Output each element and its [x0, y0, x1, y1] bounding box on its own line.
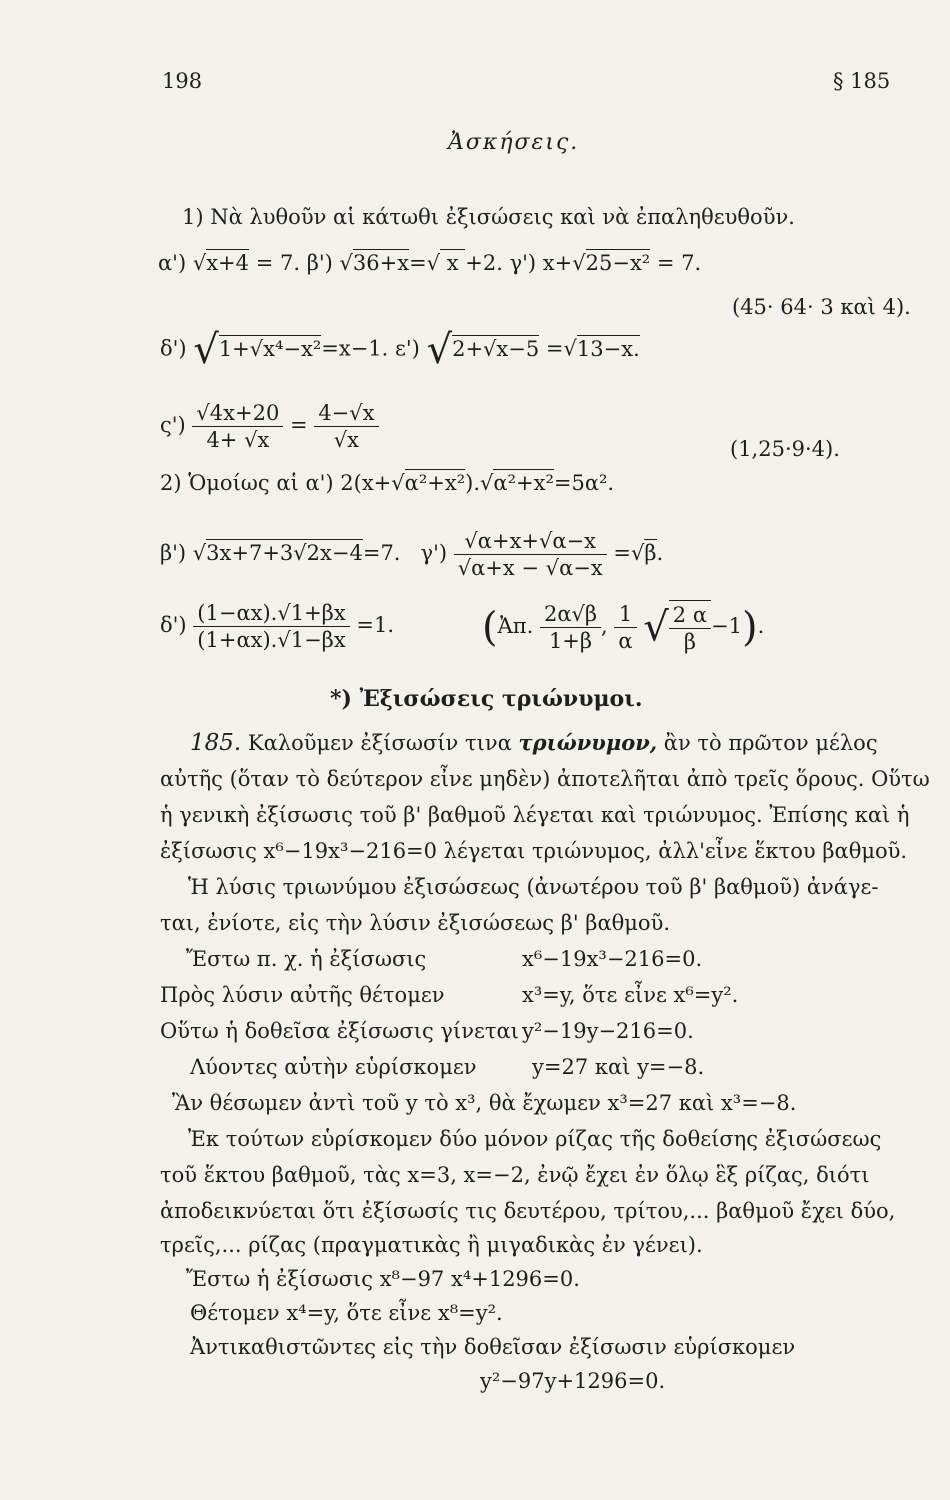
eq-f-numerator-2: 4−√x: [314, 400, 378, 427]
eq-a-label: α'): [158, 251, 187, 275]
answer-fraction-2: [614, 601, 636, 654]
eq-f-fraction-1: [192, 400, 283, 453]
exercise-1-line-abc: α') √x+4 = 7. β') √36+x=√ x +2. γ') x+√25−x² = 7.: [158, 251, 702, 275]
eq-d-label: δ'): [160, 336, 187, 361]
eq-b-rhs: +2.: [465, 251, 503, 275]
back-substitution: Ἂν θέσωμεν ἀντὶ τοῦ y τὸ x³, θὰ ἔχωμεν x³=27 καὶ x³=−8.: [172, 1091, 797, 1115]
answer-prefix: Ἀπ.: [497, 614, 534, 638]
eq2d-rhs: =1.: [356, 613, 394, 637]
eq2c-rhs-pre: =: [613, 541, 631, 565]
eq-e-label: ε'): [395, 336, 420, 361]
substitution-equation: x³=y, ὅτε εἶνε x⁶=y².: [522, 983, 739, 1007]
example-1-equation: x⁶−19x³−216=0.: [522, 947, 703, 971]
section-number: § 185: [833, 69, 891, 93]
answer-numerator-1: 2α√β: [540, 601, 601, 628]
eq-f-fraction-2: [314, 400, 378, 453]
eq-c-label: γ') x+: [509, 251, 573, 275]
answer-radical-denominator: β: [683, 630, 696, 654]
roots-line-3: ἀποδεικνύεται ὅτι ἐξίσωσίς τις δευτέρου, τρίτου,... βαθμοῦ ἔχει δύο,: [160, 1199, 896, 1223]
eq2b-rhs: =7.: [362, 541, 401, 565]
exercise-2-dot: ).: [465, 471, 481, 495]
eq-d-rhs: =x−1.: [321, 336, 389, 361]
eq-c-rhs: = 7.: [656, 251, 702, 275]
reference-1: (45· 64· 3 καὶ 4).: [732, 295, 911, 319]
exercise-2-line-a: 2) Ὁμοίως αἱ α') 2(x+√α²+x²).√α²+x²=5α².: [160, 471, 615, 495]
exercise-1-line-de: δ') √1+√x⁴−x²=x−1. ε') √2+√x−5 =√13−x.: [160, 327, 640, 373]
answer-radical-numerator: 2 α: [669, 602, 711, 629]
exercise-2-rhs: =5α².: [553, 471, 615, 495]
example-2-replacing: Ἀντικαθιστῶντες εἰς τὴν δοθεῖσαν ἐξίσωσιν εὑρίσκομεν: [190, 1335, 796, 1359]
eq-a-rhs: = 7.: [255, 251, 301, 275]
exercise-2-line-d: [160, 600, 394, 653]
eq2d-fraction: [193, 600, 349, 653]
eq-e-radicand: 2+√x−5: [452, 336, 540, 361]
eq-e-mid: =: [545, 336, 564, 361]
eq2b-label: β'): [160, 541, 187, 565]
transformed-equation: y²−19y−216=0.: [522, 1019, 694, 1043]
eq2c-denominator: √α+x − √α−x: [457, 556, 603, 580]
paragraph-185-line-1: [190, 730, 878, 756]
eq2d-denominator: (1+αx).√1−βx: [197, 628, 346, 652]
paragraph-185-line-3: ἡ γενικὴ ἐξίσωσις τοῦ β' βαθμοῦ λέγεται καὶ τριώνυμος. Ἐπίσης καὶ ἡ: [160, 803, 910, 827]
eq-b-radicand-1: 36+x: [352, 251, 410, 275]
eq2d-numerator: (1−αx).√1+βx: [193, 600, 349, 627]
radical-sign: √: [193, 327, 219, 373]
section-heading: *) Ἐξισώσεις τριώνυμοι.: [330, 686, 643, 712]
answer-fraction-1: [540, 601, 601, 654]
eq2c-label: γ'): [420, 541, 448, 565]
eq2c-rhs-radicand: β: [644, 541, 657, 565]
example-2-result: y²−97y+1296=0.: [480, 1369, 666, 1393]
eq-f-denominator-2: √x: [333, 428, 360, 452]
eq2c-fraction: [454, 528, 607, 581]
solving-result: y=27 καὶ y=−8.: [532, 1055, 705, 1079]
paragraph-number: 185.: [190, 730, 242, 756]
eq2d-label: δ'): [160, 613, 187, 637]
eq-d-radicand: 1+√x⁴−x²: [218, 336, 322, 361]
exercise-1-text: 1) Νὰ λυθοῦν αἱ κάτωθι ἐξισώσεις καὶ νὰ ἐπαληθευθοῦν.: [182, 205, 795, 229]
example-1-statement: Ἔστω π. χ. ἡ ἐξίσωσις: [186, 947, 427, 971]
roots-line-1: Ἐκ τούτων εὑρίσκομεν δύο μόνον ρίζας τῆς δοθείσης ἐξισώσεως: [188, 1127, 882, 1151]
paragraph-185-text-a: Καλοῦμεν ἐξίσωσίν τινα: [241, 731, 519, 755]
eq-c-radicand: 25−x²: [585, 251, 651, 275]
eq-b-label: β'): [306, 251, 333, 275]
answer-box: (Ἀπ. $\frac{2\alpha√\beta}{1+\beta}$ , $\frac{1}{\alpha}$ √ $\frac{2 \alpha}{\beta}$ −1).: [482, 602, 765, 654]
roots-line-4: τρεῖς,... ρίζας (πραγματικὰς ἢ μιγαδικὰς ἐν γένει).: [160, 1233, 703, 1257]
exercise-2-radicand-1: α²+x²: [404, 471, 466, 495]
radical-sign: √: [643, 604, 669, 651]
defined-term: τριώνυμον,: [518, 730, 658, 755]
transformed-text: Οὕτω ἡ δοθεῖσα ἐξίσωσις γίνεται: [160, 1019, 519, 1043]
eq2c-numerator: √α+x+√α−x: [454, 528, 607, 555]
paragraph-185-line-5: Ἡ λύσις τριωνύμου ἐξισώσεως (ἀνωτέρου τοῦ β' βαθμοῦ) ἀνάγε-: [188, 875, 879, 899]
example-2-statement: Ἔστω ἡ ἐξίσωσις x⁸−97 x⁴+1296=0.: [186, 1267, 580, 1291]
eq-a-radicand: x+4: [206, 251, 250, 275]
eq-f-mid: =: [290, 413, 308, 437]
solving-text: Λύοντες αὐτὴν εὑρίσκομεν: [190, 1055, 477, 1079]
answer-comma: ,: [601, 614, 608, 638]
paragraph-185-line-2: αὐτῆς (ὅταν τὸ δεύτερον εἶνε μηδὲν) ἀποτελῆται ἀπὸ τρεῖς ὅρους. Οὕτω: [160, 767, 930, 791]
eq-b-radicand-2: x: [440, 251, 466, 275]
answer-denominator-1: 1+β: [548, 629, 593, 653]
page-number: 198: [162, 69, 203, 93]
right-paren: ): [741, 604, 758, 651]
exercise-2-radicand-2: α²+x²: [493, 471, 554, 495]
answer-numerator-2: 1: [614, 601, 636, 628]
reference-2: (1,25·9·4).: [730, 437, 840, 461]
exercise-2-prefix: 2) Ὁμοίως αἱ α') 2(x+: [160, 471, 392, 495]
eq-b-mid: =: [409, 251, 427, 275]
answer-denominator-2: α: [618, 629, 633, 653]
answer-radical-fraction: [669, 600, 711, 655]
example-2-substitution: Θέτομεν x⁴=y, ὅτε εἶνε x⁸=y².: [190, 1301, 503, 1325]
answer-tail: −1: [711, 614, 742, 638]
eq2c-rhs-post: .: [656, 541, 664, 565]
paragraph-185-line-6: ται, ἐνίοτε, εἰς τὴν λύσιν ἐξισώσεως β' βαθμοῦ.: [160, 911, 671, 935]
paragraph-185-text-b: ἂν τὸ πρῶτον μέλος: [657, 731, 878, 755]
substitution-text: Πρὸς λύσιν αὐτῆς θέτομεν: [160, 983, 445, 1007]
eq-f-label: ς'): [160, 413, 186, 437]
roots-line-2: τοῦ ἕκτου βαθμοῦ, τὰς x=3, x=−2, ἐνῷ ἔχει ἐν ὅλῳ ἓξ ρίζας, διότι: [160, 1163, 870, 1187]
exercises-title: Ἀσκήσεις.: [448, 130, 580, 155]
eq-e-radicand-2: 13−x.: [576, 336, 640, 361]
paragraph-185-line-4: ἐξίσωσις x⁶−19x³−216=0 λέγεται τριώνυμος, ἀλλ'εἶνε ἕκτου βαθμοῦ.: [160, 839, 908, 863]
radical-sign: √: [426, 327, 453, 373]
eq-f-numerator-1: √4x+20: [192, 400, 283, 427]
exercise-1-line-f: [160, 400, 379, 453]
exercise-2-line-bc: β') √3x+7+3√2x−4=7. γ') $\frac{√\alpha+x+√\alpha-x}{√\alpha+x - √\alpha-x}$ =√β.: [160, 529, 664, 580]
left-paren: (: [482, 604, 498, 651]
eq2b-radicand: 3x+7+3√2x−4: [206, 541, 363, 565]
eq-f-denominator-1: 4+ √x: [206, 428, 270, 452]
